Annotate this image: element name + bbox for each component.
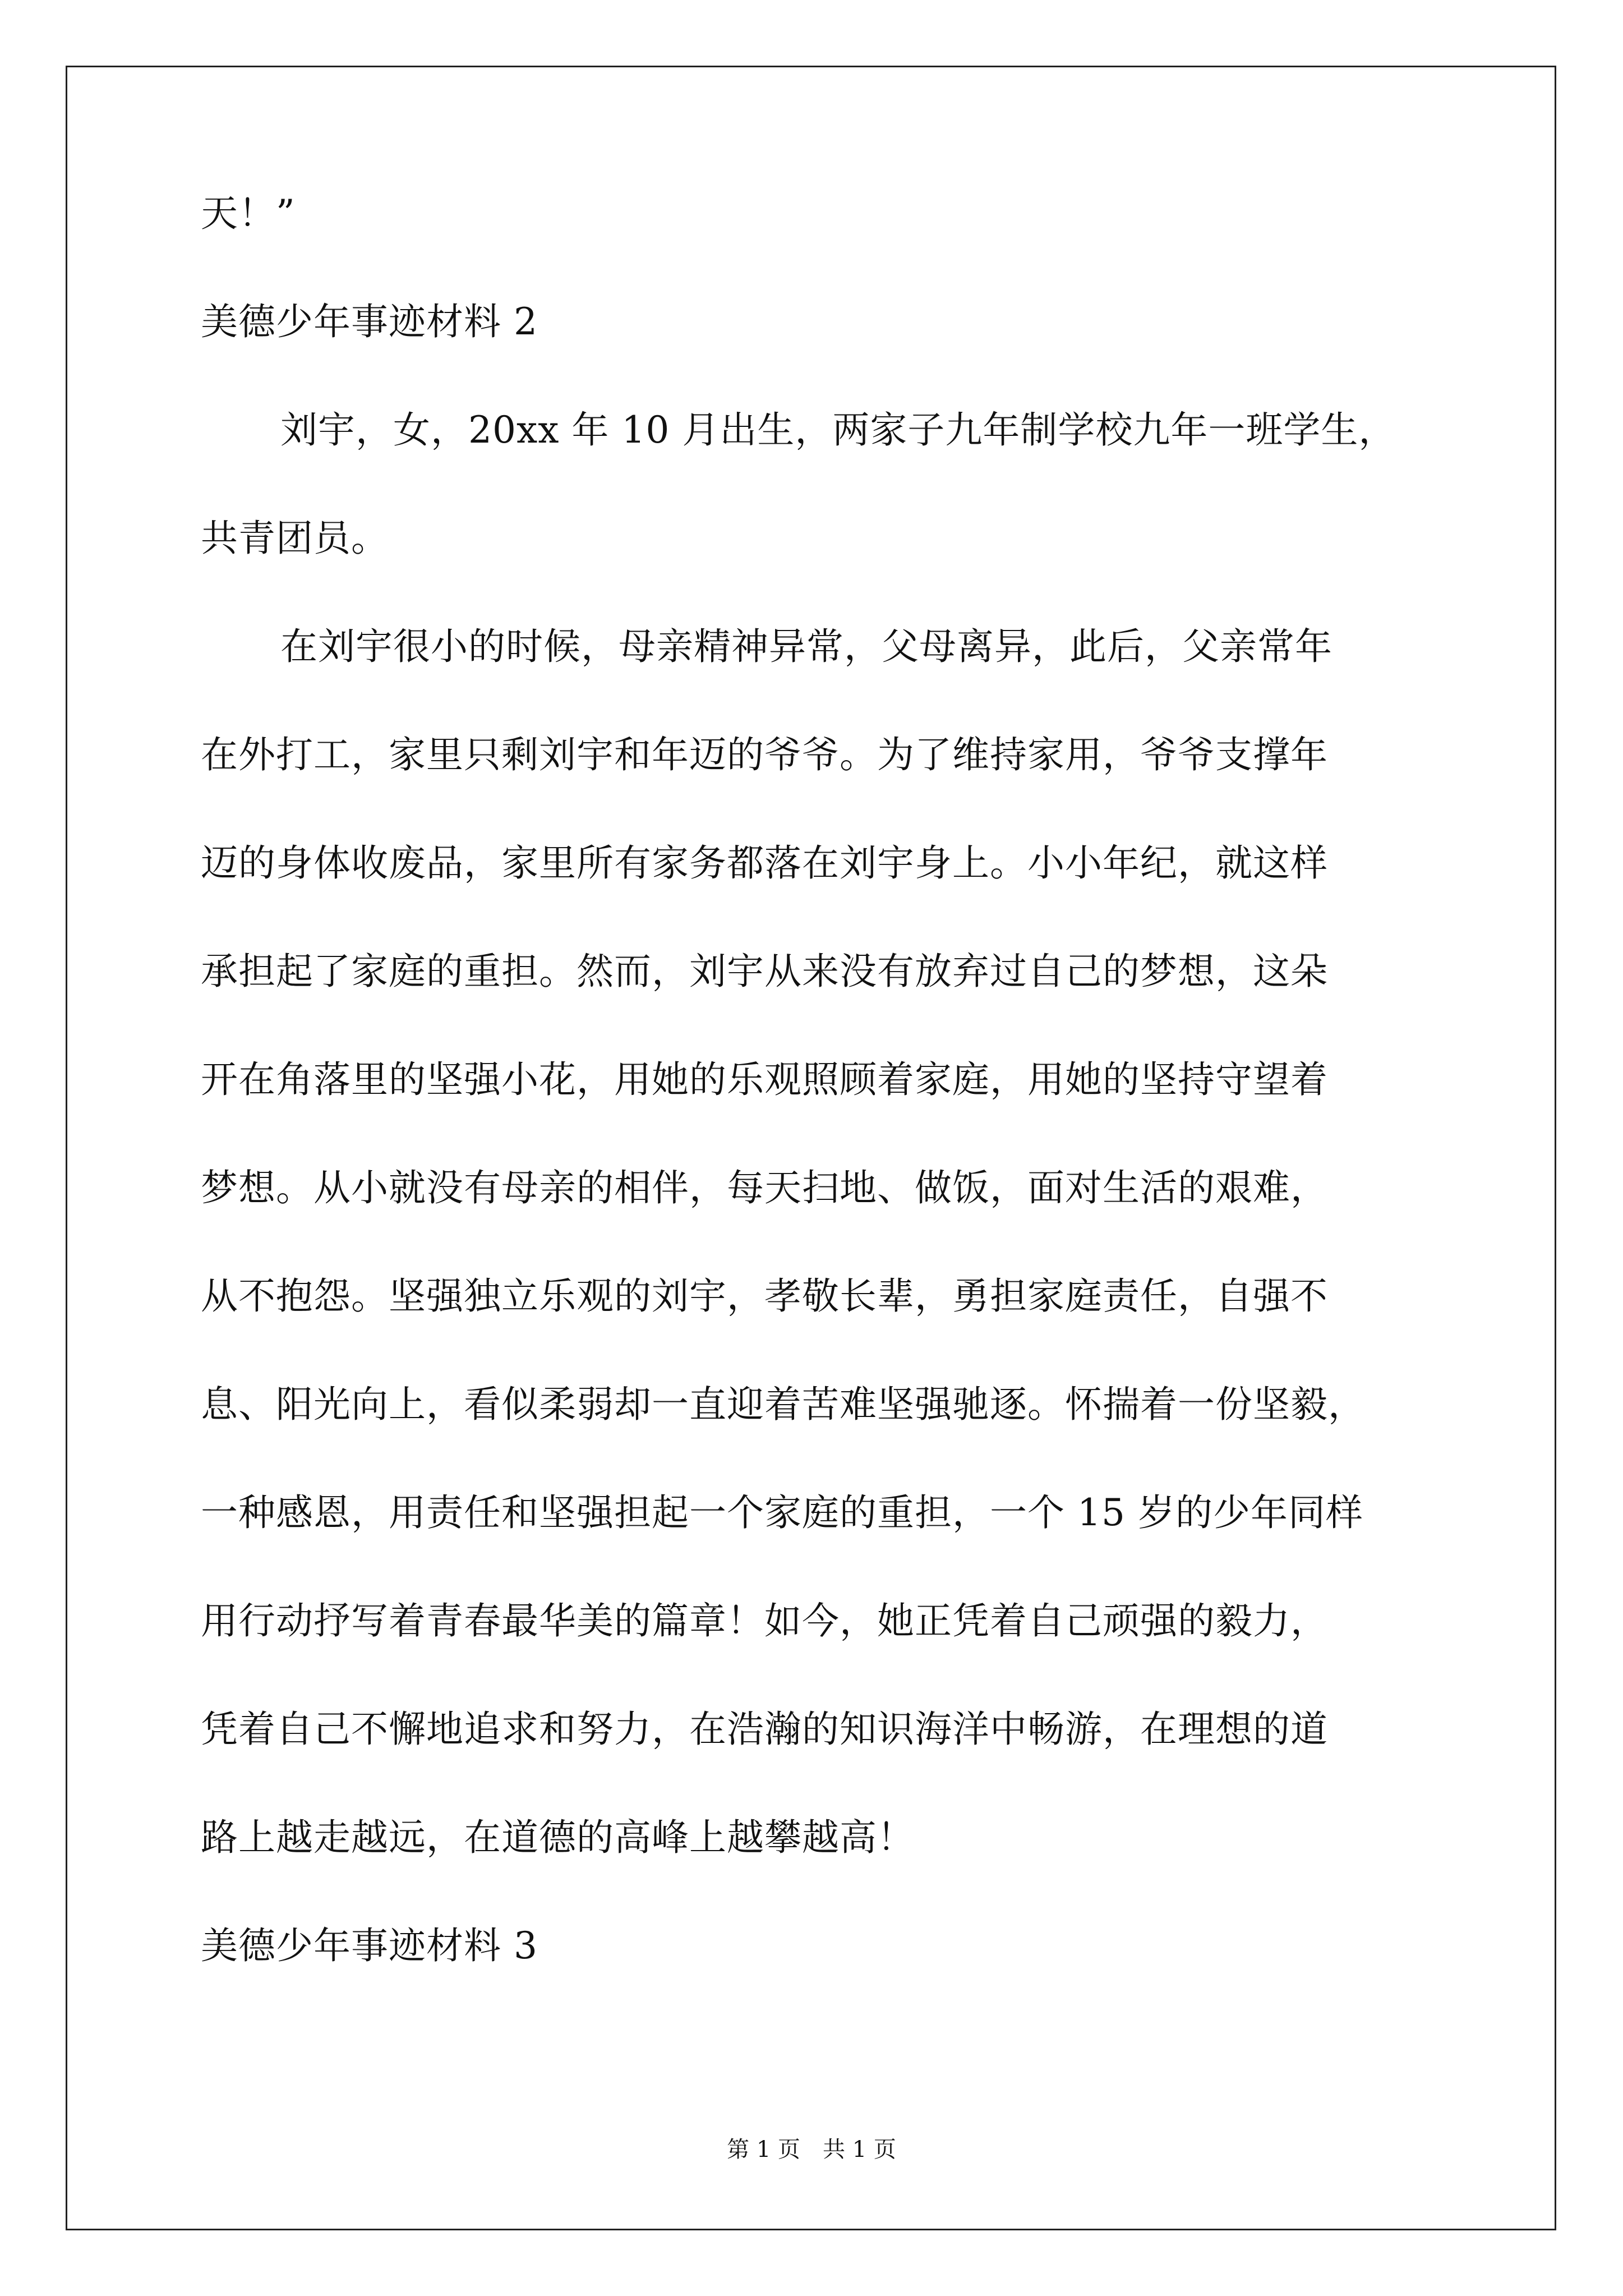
section-heading-2: 美德少年事迹材料 2 [201, 300, 538, 343]
paragraph-2-line-1: 在刘宇很小的时候，母亲精神异常，父母离异，此后，父亲常年 [280, 625, 1332, 668]
paragraph-2-line-2: 在外打工，家里只剩刘宇和年迈的爷爷。为了维持家用，爷爷支撑年 [201, 733, 1328, 776]
paragraph-2-line-3: 迈的身体收废品，家里所有家务都落在刘宇身上。小小年纪，就这样 [201, 841, 1328, 885]
paragraph-2-line-11: 凭着自己不懈地追求和努力，在浩瀚的知识海洋中畅游，在理想的道 [201, 1708, 1328, 1751]
section-heading-3: 美德少年事迹材料 3 [201, 1924, 538, 1967]
text-line-continuation: 天！” [201, 192, 296, 235]
paragraph-2-line-8: 息、阳光向上，看似柔弱却一直迎着苦难坚强驰逐。怀揣着一份坚毅， [201, 1383, 1366, 1426]
page-border [66, 66, 1556, 2230]
paragraph-2-line-10: 用行动抒写着青春最华美的篇章！如今，她正凭着自己顽强的毅力， [201, 1599, 1328, 1642]
paragraph-2-line-12: 路上越走越远，在道德的高峰上越攀越高！ [201, 1816, 915, 1859]
paragraph-2-line-6: 梦想。从小就没有母亲的相伴，每天扫地、做饭，面对生活的艰难， [201, 1166, 1328, 1209]
paragraph-2-line-4: 承担起了家庭的重担。然而，刘宇从来没有放弃过自己的梦想，这朵 [201, 950, 1328, 993]
page-number-footer: 第 1 页 共 1 页 [727, 2137, 896, 2162]
paragraph-2-line-5: 开在角落里的坚强小花，用她的乐观照顾着家庭，用她的坚持守望着 [201, 1058, 1328, 1101]
paragraph-1-line-1: 刘宇，女，20xx 年 10 月出生，两家子九年制学校九年一班学生， [280, 408, 1396, 452]
paragraph-2-line-9: 一种感恩，用责任和坚强担起一个家庭的重担，一个 15 岁的少年同样 [201, 1491, 1363, 1534]
paragraph-2-line-7: 从不抱怨。坚强独立乐观的刘宇，孝敬长辈，勇担家庭责任，自强不 [201, 1274, 1328, 1318]
paragraph-1-line-2: 共青团员。 [201, 517, 389, 560]
